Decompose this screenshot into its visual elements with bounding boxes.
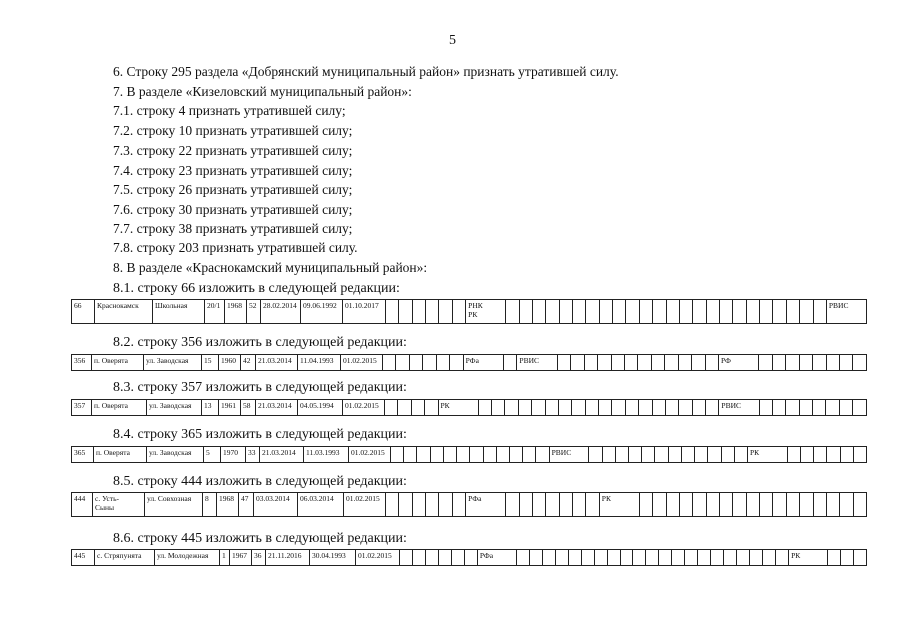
empty-cell xyxy=(639,493,652,517)
empty-cell xyxy=(659,550,672,566)
empty-cell xyxy=(841,550,854,566)
empty-cell xyxy=(839,400,852,416)
section-heading: 8.1. строку 66 изложить в следующей редакции: xyxy=(113,281,400,296)
table-cell: 42 xyxy=(241,355,256,371)
table-cell: 01.10.2017 xyxy=(343,300,386,324)
empty-cell xyxy=(398,400,411,416)
status-mark-cell: РВИС xyxy=(826,300,866,324)
empty-cell xyxy=(399,493,412,517)
empty-cell xyxy=(776,550,789,566)
table-cell: с. Стряпунята xyxy=(95,550,155,566)
status-mark-cell: РФ xyxy=(719,355,759,371)
table-cell: 15 xyxy=(202,355,219,371)
empty-cell xyxy=(532,493,545,517)
empty-cell xyxy=(733,300,746,324)
empty-cell xyxy=(558,400,571,416)
status-mark-cell: РФа xyxy=(477,550,516,566)
empty-cell xyxy=(840,493,853,517)
empty-cell xyxy=(620,550,633,566)
table-cell: п. Оверята xyxy=(92,355,144,371)
text-line: 7.2. строку 10 признать утратившей силу; xyxy=(113,123,353,138)
empty-cell xyxy=(542,550,555,566)
table-cell: 01.02.2015 xyxy=(341,355,383,371)
text-line: 7.6. строку 30 признать утратившей силу; xyxy=(113,202,353,217)
empty-cell xyxy=(470,447,483,463)
empty-cell xyxy=(559,300,572,324)
table-cell: 1961 xyxy=(219,400,241,416)
text-line: 7. В разделе «Кизеловский муниципальный район»: xyxy=(113,84,412,99)
empty-cell xyxy=(383,355,396,371)
empty-cell xyxy=(396,355,409,371)
table-row xyxy=(72,493,867,517)
empty-cell xyxy=(638,355,651,371)
table-cell: 20/1 xyxy=(205,300,225,324)
table-cell: 8 xyxy=(203,493,217,517)
empty-cell xyxy=(759,355,772,371)
empty-cell xyxy=(826,400,839,416)
empty-cell xyxy=(853,400,866,416)
empty-cell xyxy=(439,493,452,517)
empty-cell xyxy=(685,550,698,566)
table-cell: 21.11.2016 xyxy=(266,550,310,566)
register-row-table xyxy=(71,399,867,416)
empty-cell xyxy=(786,300,799,324)
empty-cell xyxy=(666,493,679,517)
table-cell: Краснокамск xyxy=(95,300,153,324)
empty-cell xyxy=(813,300,826,324)
table-cell: Школьная xyxy=(153,300,205,324)
table-row xyxy=(72,355,867,371)
table-cell: 21.03.2014 xyxy=(260,447,304,463)
section-heading: 8.4. строку 365 изложить в следующей редакции: xyxy=(113,427,407,442)
empty-cell xyxy=(853,355,866,371)
empty-cell xyxy=(545,400,558,416)
empty-cell xyxy=(417,447,430,463)
empty-cell xyxy=(626,300,639,324)
empty-cell xyxy=(799,400,812,416)
empty-cell xyxy=(695,447,708,463)
empty-cell xyxy=(426,300,439,324)
table-row xyxy=(72,300,867,324)
empty-cell xyxy=(737,550,750,566)
status-mark-cell: РВИС xyxy=(719,400,759,416)
table-cell: 445 xyxy=(72,550,95,566)
empty-cell xyxy=(532,300,545,324)
table-cell: п. Оверята xyxy=(94,447,147,463)
register-row-table xyxy=(71,299,867,324)
empty-cell xyxy=(385,400,398,416)
empty-cell xyxy=(430,447,443,463)
empty-cell xyxy=(828,550,841,566)
table-cell: 01.02.2015 xyxy=(356,550,400,566)
page-number: 5 xyxy=(449,33,456,48)
empty-cell xyxy=(391,447,404,463)
text-line: 7.3. строку 22 признать утратившей силу; xyxy=(113,143,353,158)
table-cell: ул. Заводская xyxy=(147,400,202,416)
register-row-table xyxy=(71,354,867,371)
table-cell: 1970 xyxy=(221,447,246,463)
empty-cell xyxy=(516,550,529,566)
empty-cell xyxy=(599,400,612,416)
status-mark-cell: РК xyxy=(438,400,478,416)
empty-cell xyxy=(400,550,413,566)
table-cell: 01.02.2015 xyxy=(344,493,386,517)
empty-cell xyxy=(506,493,519,517)
empty-cell xyxy=(573,300,586,324)
table-cell: 356 xyxy=(72,355,92,371)
empty-cell xyxy=(532,400,545,416)
status-mark-cell: РК xyxy=(599,493,639,517)
table-cell: 01.02.2015 xyxy=(349,447,391,463)
table-cell: 36 xyxy=(252,550,266,566)
empty-cell xyxy=(612,400,625,416)
empty-cell xyxy=(813,400,826,416)
empty-cell xyxy=(585,400,598,416)
empty-cell xyxy=(457,447,470,463)
table-cell: 11.04.1993 xyxy=(298,355,341,371)
empty-cell xyxy=(773,300,786,324)
status-mark-cell: РК xyxy=(747,447,787,463)
empty-cell xyxy=(423,355,436,371)
empty-cell xyxy=(613,300,626,324)
empty-cell xyxy=(509,447,522,463)
register-row-table xyxy=(71,492,867,517)
empty-cell xyxy=(800,493,813,517)
empty-cell xyxy=(559,493,572,517)
table-cell: 5 xyxy=(204,447,221,463)
empty-cell xyxy=(628,447,641,463)
empty-cell xyxy=(492,400,505,416)
table-cell: 13 xyxy=(202,400,219,416)
empty-cell xyxy=(813,493,826,517)
empty-cell xyxy=(814,447,827,463)
empty-cell xyxy=(598,355,611,371)
register-row-table xyxy=(71,549,867,566)
empty-cell xyxy=(839,355,852,371)
status-mark-cell: РФа xyxy=(466,493,506,517)
empty-cell xyxy=(443,447,456,463)
empty-cell xyxy=(581,550,594,566)
table-row xyxy=(72,400,867,416)
table-cell: с. Усть- Сыны xyxy=(93,493,145,517)
empty-cell xyxy=(642,447,655,463)
empty-cell xyxy=(679,493,692,517)
table-cell: ул. Молодежная xyxy=(155,550,220,566)
empty-cell xyxy=(772,400,785,416)
table-cell: 06.03.2014 xyxy=(298,493,344,517)
text-line: 7.1. строку 4 признать утратившей силу; xyxy=(113,103,346,118)
empty-cell xyxy=(679,400,692,416)
section-heading: 8.3. строку 357 изложить в следующей редакции: xyxy=(113,380,407,395)
empty-cell xyxy=(746,493,759,517)
empty-cell xyxy=(827,447,840,463)
empty-cell xyxy=(678,355,691,371)
empty-cell xyxy=(692,400,705,416)
empty-cell xyxy=(625,400,638,416)
table-cell: ул. Совхозная xyxy=(145,493,203,517)
empty-cell xyxy=(519,300,532,324)
empty-cell xyxy=(496,447,509,463)
empty-cell xyxy=(586,300,599,324)
table-cell: ул. Заводская xyxy=(147,447,204,463)
empty-cell xyxy=(786,400,799,416)
empty-cell xyxy=(653,300,666,324)
status-mark-cell: РНК РК xyxy=(466,300,506,324)
table-cell: 21.03.2014 xyxy=(256,400,298,416)
table-cell: 03.03.2014 xyxy=(254,493,298,517)
empty-cell xyxy=(386,493,399,517)
table-cell: п. Оверята xyxy=(92,400,147,416)
empty-cell xyxy=(706,300,719,324)
status-mark-cell: РФа xyxy=(463,355,503,371)
status-mark-cell: РВИС xyxy=(549,447,589,463)
table-cell: 52 xyxy=(247,300,261,324)
table-cell: ул. Заводская xyxy=(144,355,202,371)
empty-cell xyxy=(478,400,491,416)
text-line: 8. В разделе «Краснокамский муниципальный район»: xyxy=(113,260,428,275)
empty-cell xyxy=(573,493,586,517)
table-cell: 09.06.1992 xyxy=(301,300,343,324)
table-cell: 365 xyxy=(72,447,94,463)
empty-cell xyxy=(409,355,422,371)
text-line: 7.8. строку 203 признать утратившей силу. xyxy=(113,240,358,255)
empty-cell xyxy=(760,300,773,324)
table-cell: 66 xyxy=(72,300,95,324)
empty-cell xyxy=(800,447,813,463)
empty-cell xyxy=(653,493,666,517)
table-cell: 357 xyxy=(72,400,92,416)
empty-cell xyxy=(425,550,438,566)
empty-cell xyxy=(624,355,637,371)
empty-cell xyxy=(599,300,612,324)
empty-cell xyxy=(411,400,424,416)
register-row-table xyxy=(71,446,867,463)
empty-cell xyxy=(438,550,451,566)
table-cell: 1 xyxy=(220,550,230,566)
empty-cell xyxy=(666,300,679,324)
empty-cell xyxy=(536,447,549,463)
empty-cell xyxy=(452,300,465,324)
empty-cell xyxy=(652,400,665,416)
empty-cell xyxy=(451,550,464,566)
empty-cell xyxy=(720,493,733,517)
empty-cell xyxy=(750,550,763,566)
table-cell: 21.03.2014 xyxy=(256,355,298,371)
empty-cell xyxy=(572,400,585,416)
empty-cell xyxy=(826,355,839,371)
empty-cell xyxy=(505,400,518,416)
table-row xyxy=(72,447,867,463)
section-heading: 8.5. строку 444 изложить в следующей редакции: xyxy=(113,474,407,489)
table-cell: 1968 xyxy=(225,300,247,324)
empty-cell xyxy=(571,355,584,371)
empty-cell xyxy=(734,447,747,463)
empty-cell xyxy=(719,300,732,324)
empty-cell xyxy=(759,400,772,416)
empty-cell xyxy=(589,447,602,463)
text-line: 7.7. строку 38 признать утратившей силу; xyxy=(113,221,353,236)
empty-cell xyxy=(529,550,542,566)
table-cell: 28.02.2014 xyxy=(261,300,301,324)
table-cell: 58 xyxy=(241,400,256,416)
empty-cell xyxy=(594,550,607,566)
table-cell: 1960 xyxy=(219,355,241,371)
empty-cell xyxy=(503,355,516,371)
empty-cell xyxy=(693,300,706,324)
empty-cell xyxy=(721,447,734,463)
empty-cell xyxy=(607,550,620,566)
empty-cell xyxy=(386,300,399,324)
empty-cell xyxy=(787,447,800,463)
empty-cell xyxy=(706,400,719,416)
empty-cell xyxy=(799,355,812,371)
empty-cell xyxy=(813,355,826,371)
table-cell: 33 xyxy=(246,447,260,463)
empty-cell xyxy=(853,550,866,566)
empty-cell xyxy=(800,300,813,324)
empty-cell xyxy=(651,355,664,371)
table-cell: 1968 xyxy=(217,493,239,517)
empty-cell xyxy=(639,400,652,416)
empty-cell xyxy=(439,300,452,324)
empty-cell xyxy=(665,355,678,371)
empty-cell xyxy=(668,447,681,463)
status-mark-cell: РК xyxy=(789,550,828,566)
text-line: 6. Строку 295 раздела «Добрянский муниципальный район» признать утратившей силу. xyxy=(113,64,619,79)
empty-cell xyxy=(692,355,705,371)
empty-cell xyxy=(698,550,711,566)
empty-cell xyxy=(546,300,559,324)
empty-cell xyxy=(681,447,694,463)
empty-cell xyxy=(412,300,425,324)
empty-cell xyxy=(586,493,599,517)
empty-cell xyxy=(426,493,439,517)
table-cell: 11.03.1993 xyxy=(304,447,349,463)
empty-cell xyxy=(826,493,839,517)
empty-cell xyxy=(425,400,438,416)
empty-cell xyxy=(705,355,718,371)
empty-cell xyxy=(568,550,581,566)
empty-cell xyxy=(523,447,536,463)
empty-cell xyxy=(763,550,776,566)
text-line: 7.4. строку 23 признать утратившей силу; xyxy=(113,163,353,178)
empty-cell xyxy=(665,400,678,416)
text-line: 7.5. строку 26 признать утратившей силу; xyxy=(113,182,353,197)
empty-cell xyxy=(693,493,706,517)
empty-cell xyxy=(412,550,425,566)
empty-cell xyxy=(518,400,531,416)
empty-cell xyxy=(679,300,692,324)
empty-cell xyxy=(655,447,668,463)
table-cell: 1967 xyxy=(230,550,252,566)
empty-cell xyxy=(853,447,866,463)
empty-cell xyxy=(602,447,615,463)
empty-cell xyxy=(786,493,799,517)
empty-cell xyxy=(555,550,568,566)
empty-cell xyxy=(733,493,746,517)
empty-cell xyxy=(483,447,496,463)
empty-cell xyxy=(611,355,624,371)
empty-cell xyxy=(557,355,570,371)
empty-cell xyxy=(399,300,412,324)
empty-cell xyxy=(672,550,685,566)
empty-cell xyxy=(646,550,659,566)
empty-cell xyxy=(760,493,773,517)
empty-cell xyxy=(584,355,597,371)
empty-cell xyxy=(711,550,724,566)
empty-cell xyxy=(639,300,652,324)
section-heading: 8.2. строку 356 изложить в следующей редакции: xyxy=(113,335,407,350)
empty-cell xyxy=(772,355,785,371)
status-mark-cell: РВИС xyxy=(517,355,557,371)
empty-cell xyxy=(724,550,737,566)
empty-cell xyxy=(633,550,646,566)
empty-cell xyxy=(412,493,425,517)
empty-cell xyxy=(452,493,465,517)
table-cell: 30.04.1993 xyxy=(310,550,356,566)
empty-cell xyxy=(404,447,417,463)
table-cell: 04.05.1994 xyxy=(298,400,343,416)
table-cell: 01.02.2015 xyxy=(343,400,385,416)
empty-cell xyxy=(464,550,477,566)
empty-cell xyxy=(519,493,532,517)
empty-cell xyxy=(853,493,866,517)
empty-cell xyxy=(706,493,719,517)
section-heading: 8.6. строку 445 изложить в следующей редакции: xyxy=(113,531,407,546)
empty-cell xyxy=(546,493,559,517)
table-row xyxy=(72,550,867,566)
table-cell: 444 xyxy=(72,493,93,517)
empty-cell xyxy=(746,300,759,324)
empty-cell xyxy=(708,447,721,463)
table-cell: 47 xyxy=(239,493,254,517)
empty-cell xyxy=(773,493,786,517)
empty-cell xyxy=(450,355,463,371)
empty-cell xyxy=(840,447,853,463)
empty-cell xyxy=(436,355,449,371)
empty-cell xyxy=(786,355,799,371)
empty-cell xyxy=(615,447,628,463)
empty-cell xyxy=(506,300,519,324)
